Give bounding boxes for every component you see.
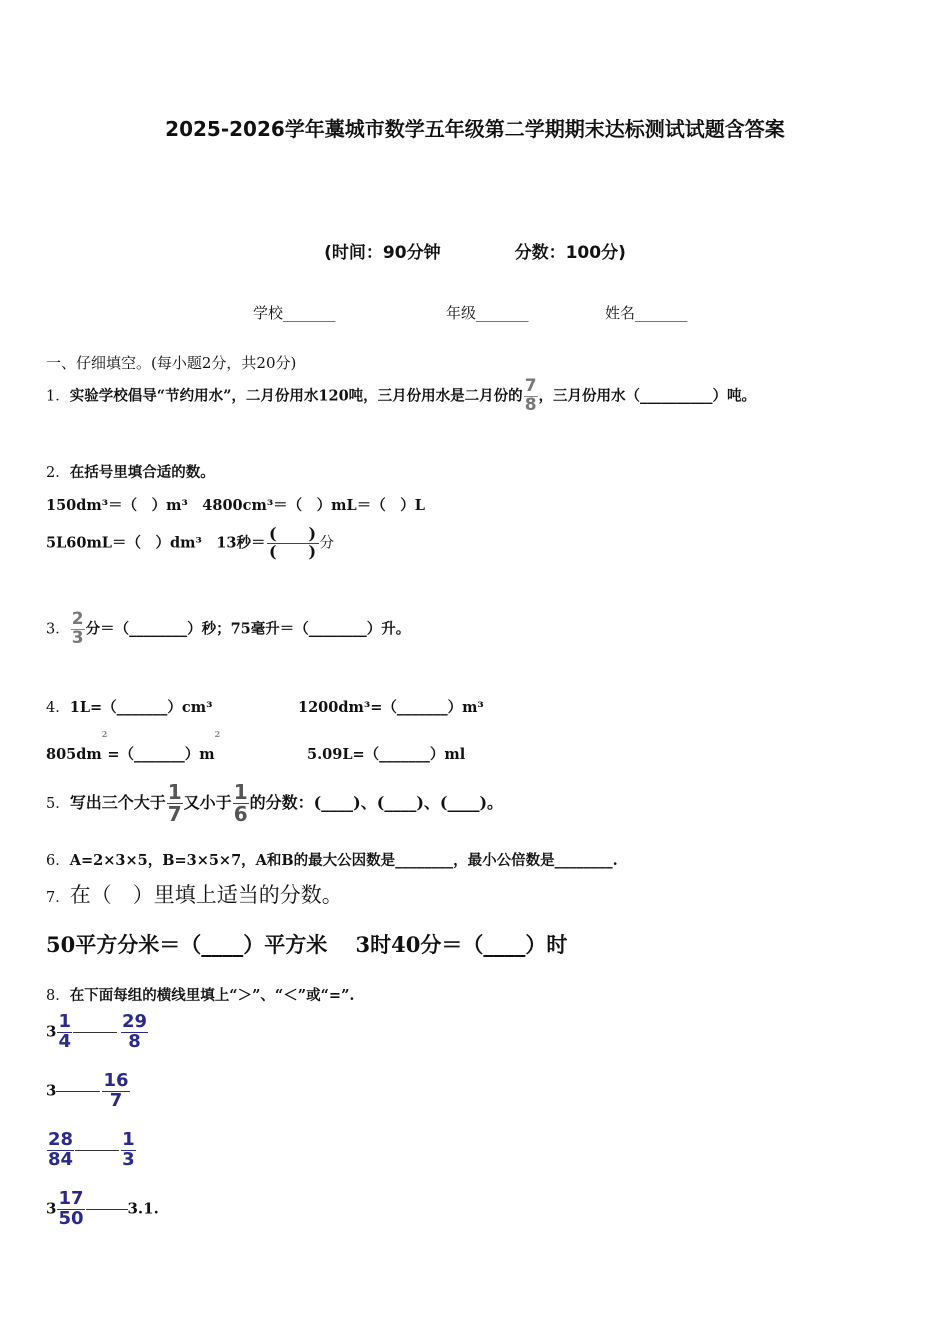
question-text: 实验学校倡导“节约用水”，二月份用水120吨，三月份用水是二月份的 <box>69 387 523 405</box>
question-8 <box>46 984 354 1005</box>
compare-row-3 <box>46 1131 137 1170</box>
fraction: $\frac{28}{84}$ <box>48 1129 74 1170</box>
question-number: 8． <box>46 988 70 1004</box>
question-text: 的分数：(____)、(____)、(____)。 <box>249 793 504 812</box>
answer-blank[interactable] <box>86 1209 128 1210</box>
question-text: ，三月份用水（__________）吨。 <box>538 387 757 405</box>
question-6 <box>46 849 618 870</box>
question-number: 4． <box>46 700 70 716</box>
fraction: $\frac{1}{7}$ <box>167 780 182 826</box>
question-text: 在（ ）里填上适当的分数。 <box>69 883 343 907</box>
total-score: 分数：100分) <box>514 243 626 263</box>
question-text: 分 <box>319 535 335 552</box>
time-limit: (时间：90分钟 <box>324 243 441 263</box>
fraction: $\frac{17}{50}$ <box>58 1188 84 1229</box>
question-5 <box>46 782 503 825</box>
fraction: $\frac{1}{4}$ <box>58 1011 71 1052</box>
question-text: 又小于 <box>183 793 232 812</box>
question-text: 写出三个大于 <box>69 793 166 812</box>
question-2 <box>46 461 215 482</box>
fraction: $\frac{16}{7}$ <box>103 1070 129 1111</box>
exam-meta <box>0 238 950 263</box>
section-heading: 一、仔细填空。(每小题2分，共20分) <box>46 354 297 372</box>
question-2-line-1: 150dm³＝（ ）m³ 4800cm³＝（ ）mL＝（ ）L <box>46 497 425 514</box>
compare-row-2: 3 $\frac{16}{7}$ <box>46 1070 129 1111</box>
question-number: 6． <box>46 853 70 869</box>
question-text: 在下面每组的横线里填上“＞”、“＜”或“=”. <box>69 987 355 1004</box>
question-text: 1L=（_______）cm³ <box>69 699 213 716</box>
question-3 <box>46 611 410 648</box>
denominator: 8 <box>524 394 537 415</box>
name-field[interactable]: 姓名_______ <box>605 304 688 322</box>
fraction: $\frac{1}{3}$ <box>122 1129 135 1170</box>
grade-field[interactable]: 年级_______ <box>446 304 529 322</box>
fraction: $\frac{1}{6}$ <box>233 780 248 826</box>
fraction <box>524 378 538 415</box>
question-7 <box>46 879 343 909</box>
school-field[interactable]: 学校_______ <box>253 304 336 322</box>
question-text: 5L60mL＝（ ）dm³ 13秒＝ <box>46 534 266 552</box>
question-text: 分＝（________）秒；75毫升＝（________）升。 <box>85 620 411 638</box>
question-4-row-1 <box>46 696 212 717</box>
fraction: $\frac{2}{3}$ <box>71 609 84 648</box>
numerator: 7 <box>524 376 537 396</box>
question-number: 3． <box>46 621 70 638</box>
question-2-line-2 <box>46 526 334 561</box>
question-4-part-b: 1200dm³=（_______）m³ <box>298 699 484 716</box>
question-1 <box>46 378 756 415</box>
fraction-blank[interactable]: $\frac{( )}{( )}$ <box>267 526 319 561</box>
question-4-row-2: $805dm^2=(\_\_\_\_\_\_\_)m^2$ <box>46 729 221 763</box>
question-text: A=2×3×5，B=3×5×7，A和B的最大公因数是________，最小公倍数是________. <box>69 852 618 869</box>
answer-blank[interactable] <box>75 1150 119 1151</box>
question-text: 在括号里填合适的数。 <box>69 464 215 481</box>
compare-row-4: 3 $\frac{17}{50}$ 3.1. <box>46 1188 159 1229</box>
fraction: $\frac{29}{8}$ <box>121 1011 148 1052</box>
question-number: 7． <box>46 890 70 906</box>
question-number: 2． <box>46 465 70 481</box>
question-7-line: 50平方分米＝（____）平方米 3时40分＝（____）时 <box>46 932 568 957</box>
answer-blank[interactable] <box>56 1091 100 1092</box>
question-4-part-d: 5.09L=（_______）ml <box>307 746 466 763</box>
page-title: 2025-2026学年藁城市数学五年级第二学期期末达标测试试题含答案 <box>165 117 785 141</box>
compare-row-1: 3 $\frac{1}{4}$ $\frac{29}{8}$ <box>46 1011 148 1052</box>
answer-blank[interactable] <box>73 1032 117 1033</box>
question-number: 5． <box>46 796 70 812</box>
question-number: 1． <box>46 388 70 405</box>
